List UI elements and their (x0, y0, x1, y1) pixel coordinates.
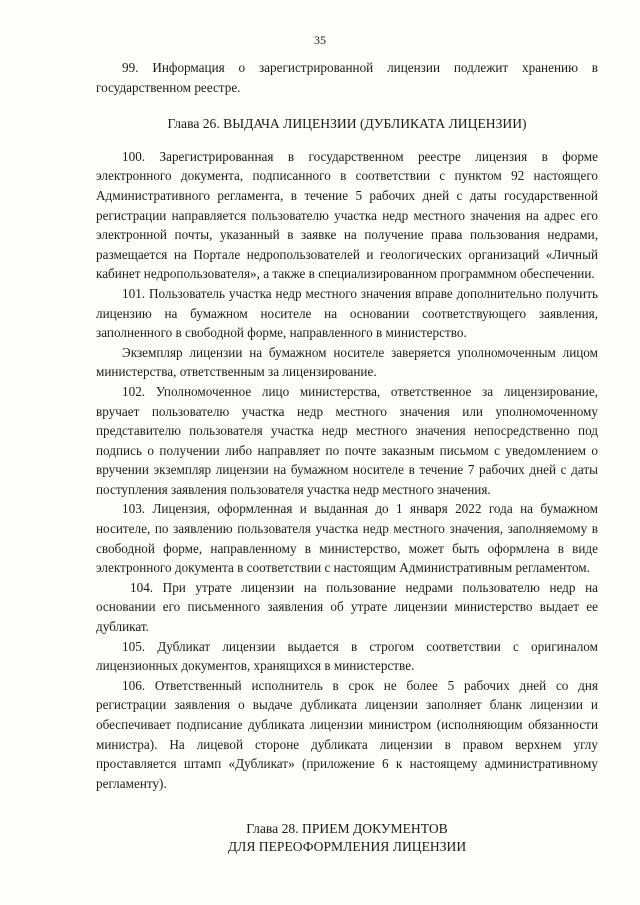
paragraph-100: 100. Зарегистрированная в государственном реестре лицензия в форме электронного документа, подписанного в соответствии с пунктом 92 настоящего Административного регламента, в течение 5 рабочих дней с даты государственной регистрации направляется пользователю участка недр местного значения на адрес его электронной почты, указанный в заявке на получение права пользования недрами, размещается на Портале недропользователей и геологических организаций «Личный кабинет недропользователя», а также в специализированном программном обеспечении. (96, 148, 598, 282)
paragraph-101: 101. Пользователь участка недр местного значения вправе дополнительно получить лицензию на бумажном носителе на основании соответствующего заявления, заполненного в свободной форме, направленного в министерство. (96, 285, 598, 341)
chapter-28-heading-line-1: Глава 28. ПРИЕМ ДОКУМЕНТОВ (246, 821, 448, 837)
paragraph-106: 106. Ответственный исполнитель в срок не более 5 рабочих дней со дня регистрации заявления о выдаче дубликата лицензии заполняет бланк лицензии и обеспечивает подписание дубликата лицензии министром (исполняющим обязанности министра). На лицевой стороне дубликата лицензии в правом верхнем углу проставляется штамп «Дубликат» (приложение 6 к настоящему административному регламенту). (96, 677, 598, 791)
chapter-28-heading-line-2: ДЛЯ ПЕРЕОФОРМЛЕНИЯ ЛИЦЕНЗИИ (227, 839, 467, 855)
paragraph-103: 103. Лицензия, оформленная и выданная до 1 января 2022 года на бумажном носителе, по заявлению пользователя участка недр местного значения, заполняемому в свободной форме, направленному в министерство, может быть оформлена в виде электронного документа в соответствии с настоящим Административным регламентом. (96, 501, 598, 576)
page-number: 35 (314, 33, 326, 47)
paragraph-99: 99. Информация о зарегистрированной лицензии подлежит хранению в государственном реестре. (96, 60, 598, 95)
paragraph-101-continued: Экземпляр лицензии на бумажном носителе заверяется уполномоченным лицом министерства, ответственным за лицензирование. (96, 344, 598, 380)
chapter-26-heading: Глава 26. ВЫДАЧА ЛИЦЕНЗИИ (ДУБЛИКАТА ЛИЦЕНЗИИ) (167, 116, 527, 132)
paragraph-105: 105. Дубликат лицензии выдается в строгом соответствии с оригиналом лицензионных документов, хранящихся в министерстве. (96, 638, 598, 674)
page-content (96, 58, 598, 856)
paragraph-102: 102. Уполномоченное лицо министерства, ответственное за лицензирование, вручает пользователю участка недр местного значения или уполномоченному представителю пользователя участка недр местного значения непосредственно под подпись о получении либо направляет по почте заказным письмом с уведомлением о вручении экземпляр лицензии на бумажном носителе в течение 7 рабочих дней с даты поступления заявления пользователя участка недр местного значения. (96, 383, 598, 497)
paragraph-104: 104. При утрате лицензии на пользование недрами пользователю недр на основании его письменного заявления об утрате лицензии министерство выдает ее дубликат. (96, 579, 598, 635)
